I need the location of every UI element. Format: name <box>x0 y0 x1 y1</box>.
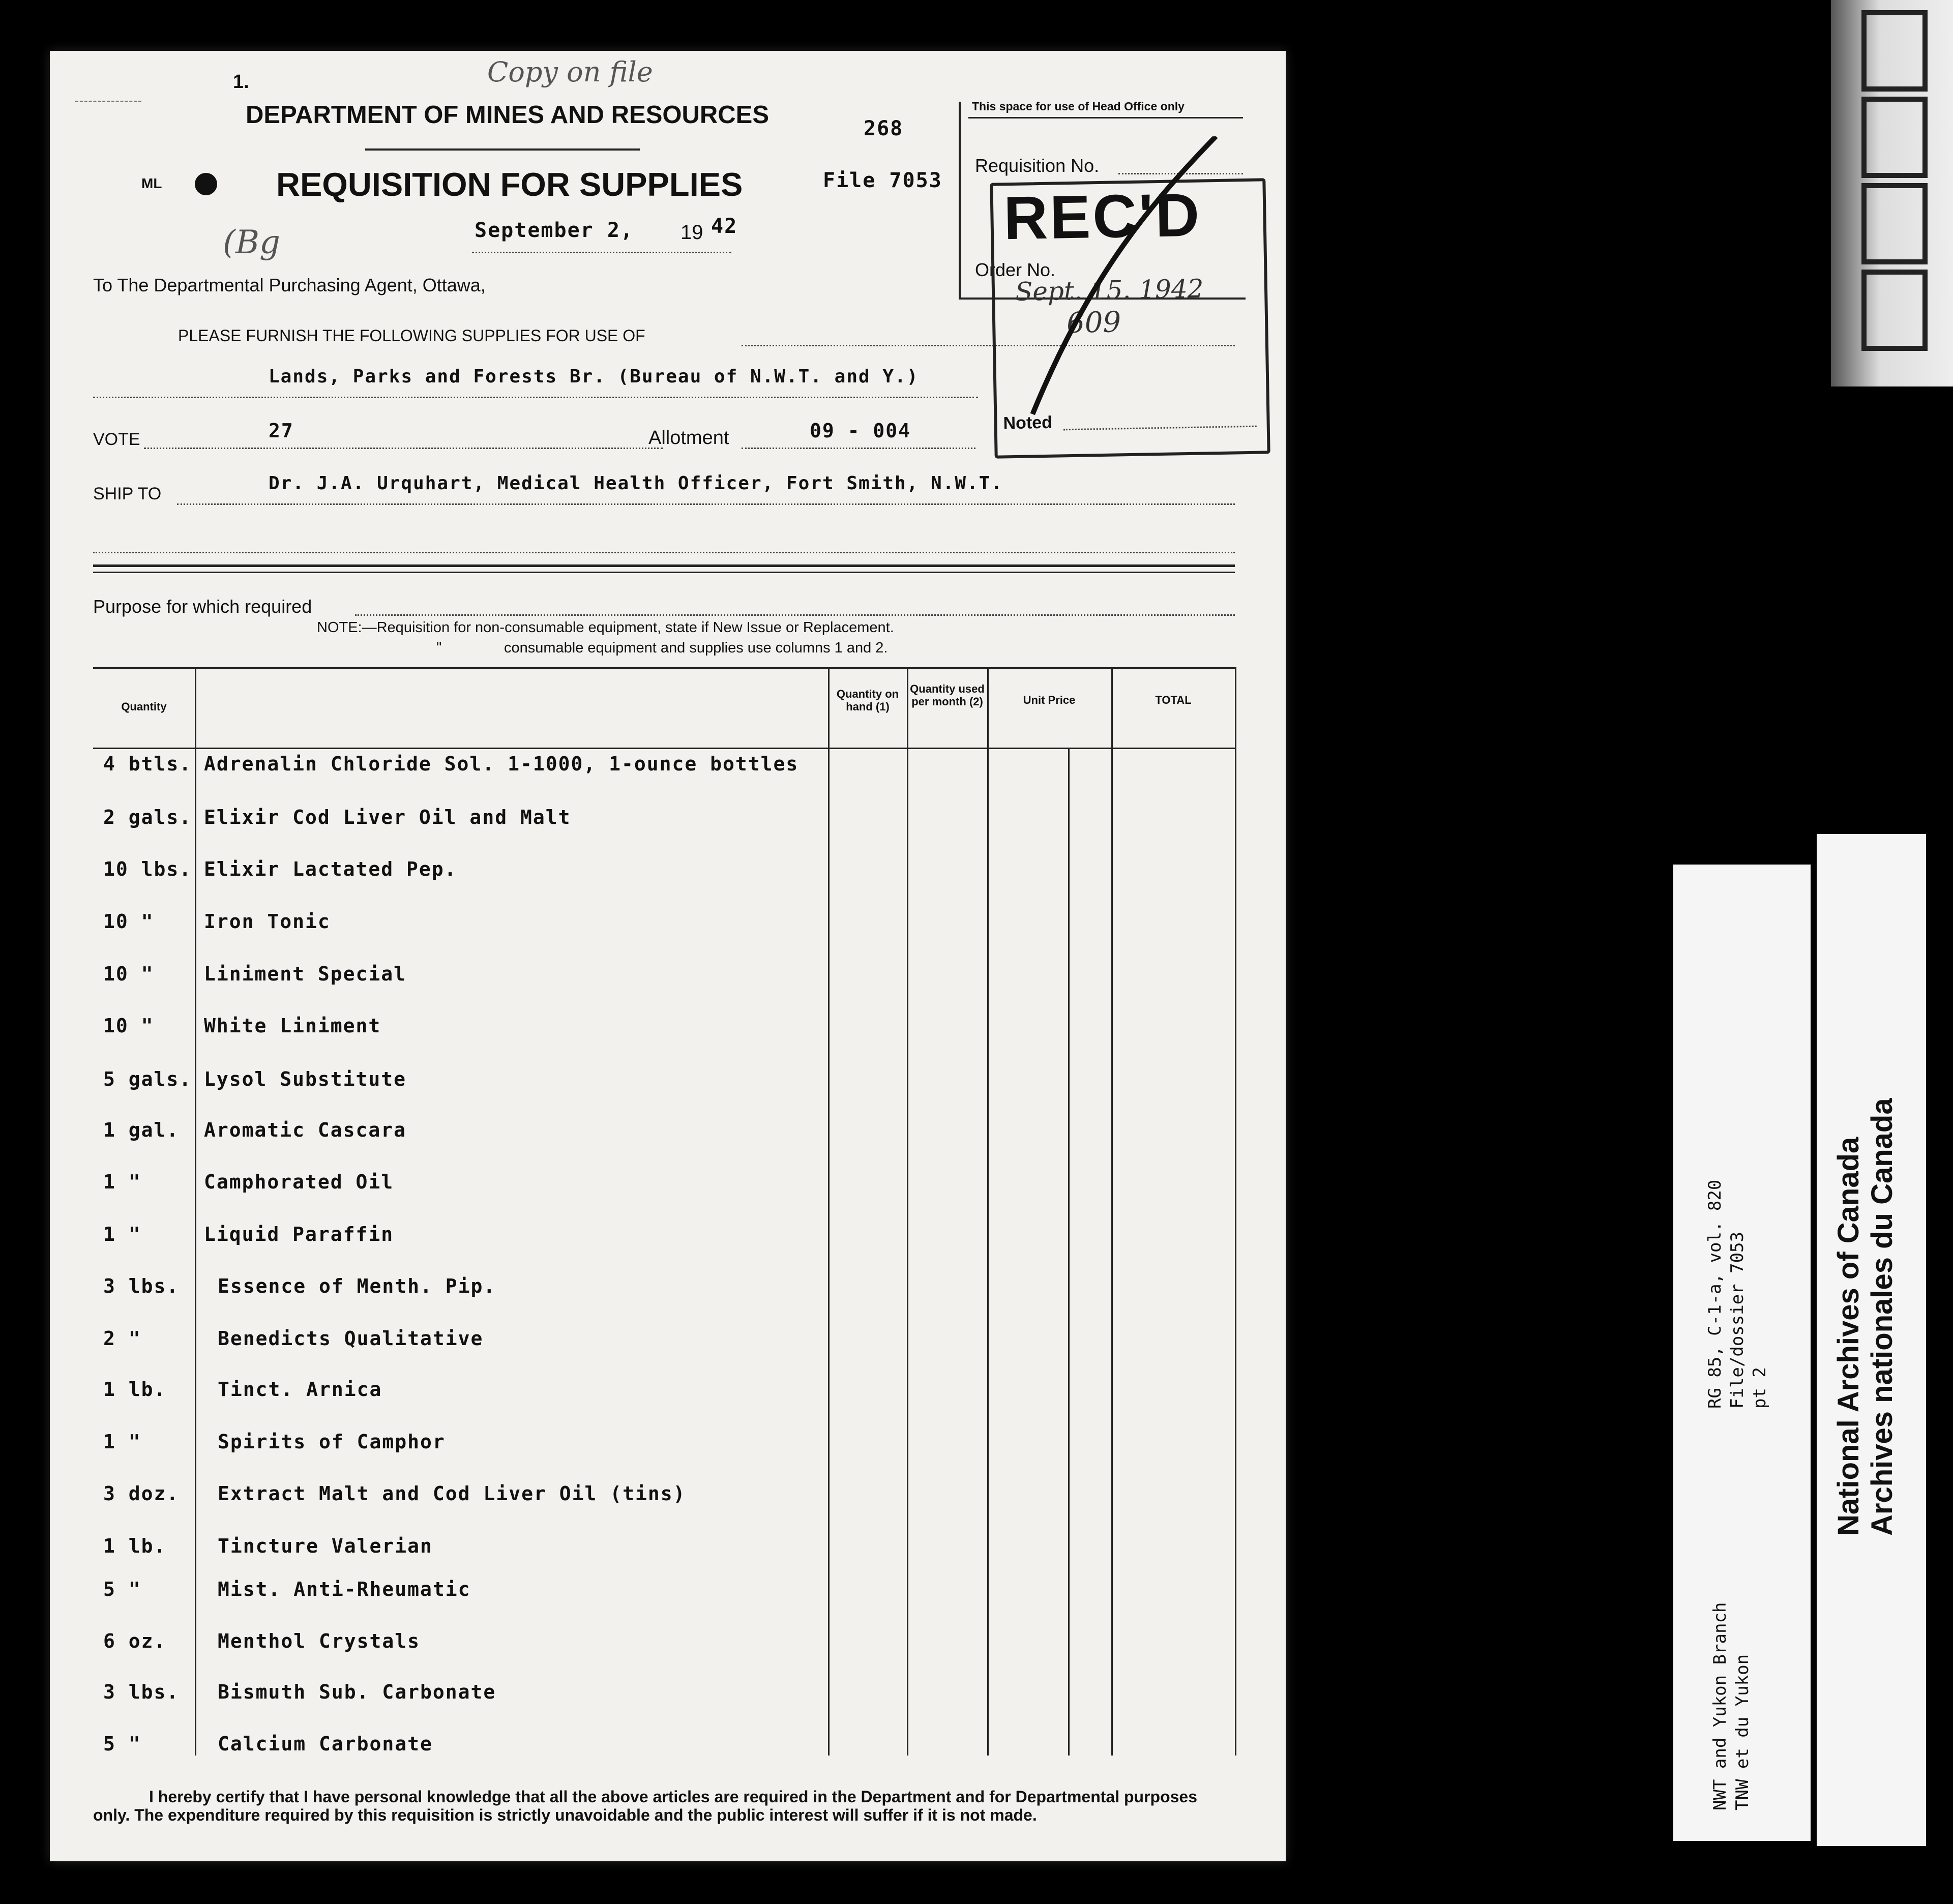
row-quantity: 1 lb. <box>103 1535 167 1557</box>
row-item: Benedicts Qualitative <box>218 1327 484 1350</box>
ship-to-line <box>177 503 1235 505</box>
margin-dash <box>75 101 141 102</box>
date-line <box>472 252 731 253</box>
archive-reference-line: pt 2 <box>1750 1367 1770 1409</box>
table-row <box>93 1223 856 1269</box>
table-column-rule <box>1068 749 1070 1756</box>
row-item: Spirits of Camphor <box>218 1431 446 1453</box>
note-line-2: consumable equipment and supplies use columns 1 and 2. <box>504 640 888 656</box>
row-item: Lysol Substitute <box>204 1068 407 1090</box>
stamp-code: 609 <box>1066 306 1121 340</box>
row-item: Aromatic Cascara <box>204 1119 407 1141</box>
page-number: 1. <box>233 71 249 93</box>
row-item: Tinct. Arnica <box>218 1378 382 1401</box>
row-quantity: 5 " <box>103 1578 141 1600</box>
received-stamp <box>990 178 1270 458</box>
row-quantity: 5 gals. <box>103 1068 192 1090</box>
order-no-label: Order No. <box>975 259 1056 280</box>
table-row <box>93 1068 856 1114</box>
row-item: Liquid Paraffin <box>204 1223 394 1245</box>
row-quantity: 3 lbs. <box>103 1681 180 1703</box>
row-quantity: 1 gal. <box>103 1119 180 1141</box>
table-row <box>93 910 856 956</box>
ship-to-line-2 <box>93 552 1235 553</box>
stamp-date: Sept. 15. 1942 <box>1015 274 1204 307</box>
vote-label: VOTE <box>93 430 140 449</box>
date-century: 19 <box>680 221 703 244</box>
table-row <box>93 1119 856 1165</box>
row-quantity: 2 " <box>103 1327 141 1350</box>
certification-text: I hereby certify that I have personal knowledge that all the above articles are required in the Department and for Departmental purposes only. The expenditure required by this requisition is strictly unavoidable and the public interest will suffer if it is not made. <box>93 1788 1197 1824</box>
stamp-received-text: REC'D <box>1003 181 1202 253</box>
purpose-line <box>355 614 1235 616</box>
serial-number: 268 <box>864 117 904 140</box>
film-perforation <box>1861 10 1928 92</box>
requisition-no-label: Requisition No. <box>975 155 1100 176</box>
table-row <box>93 1630 856 1676</box>
vote-line <box>144 448 663 449</box>
table-row <box>93 858 856 904</box>
table-row <box>93 1378 856 1424</box>
film-edge <box>1831 0 1953 386</box>
row-quantity: 10 " <box>103 910 154 933</box>
row-item: Elixir Cod Liver Oil and Malt <box>204 806 571 828</box>
title-rule <box>365 148 640 151</box>
row-quantity: 4 btls. <box>103 753 192 775</box>
stamp-noted-label: Noted <box>1003 412 1053 433</box>
row-quantity: 1 " <box>103 1171 141 1193</box>
handwritten-initials: (Bg <box>223 224 280 261</box>
table-row <box>93 1578 856 1624</box>
department-title: DEPARTMENT OF MINES AND RESOURCES <box>246 101 770 129</box>
row-quantity: 3 doz. <box>103 1482 180 1505</box>
ship-to-label: SHIP TO <box>93 484 162 503</box>
archive-name-en: National Archives of Canada <box>1832 1137 1865 1536</box>
header-used-per-month: Quantity used per month (2) <box>910 682 985 708</box>
addressee: To The Departmental Purchasing Agent, Ottawa, <box>93 275 486 295</box>
vote-value: 27 <box>269 420 294 442</box>
table-row <box>93 1733 856 1778</box>
row-item: Elixir Lactated Pep. <box>204 858 457 880</box>
branch-line <box>93 397 978 398</box>
table-column-rule <box>1235 667 1236 1756</box>
row-quantity: 10 lbs. <box>103 858 192 880</box>
archive-reference-line: RG 85, C-1-a, vol. 820 <box>1705 1179 1725 1409</box>
archive-reference-line: File/dossier 7053 <box>1727 1232 1748 1409</box>
date-month-day: September 2, <box>475 219 634 242</box>
row-item: Mist. Anti-Rheumatic <box>218 1578 471 1600</box>
row-quantity: 2 gals. <box>103 806 192 828</box>
row-item: Liniment Special <box>204 963 407 985</box>
stamp-noted-line <box>1063 426 1257 431</box>
table-row <box>93 1535 856 1581</box>
row-quantity: 3 lbs. <box>103 1275 180 1297</box>
ship-to-value: Dr. J.A. Urquhart, Medical Health Officer, Fort Smith, N.W.T. <box>269 473 1003 494</box>
row-quantity: 1 " <box>103 1223 141 1245</box>
row-quantity: 5 " <box>103 1733 141 1755</box>
section-rule <box>93 564 1235 567</box>
archive-branch-line: NWT and Yukon Branch <box>1710 1602 1730 1810</box>
row-quantity: 1 lb. <box>103 1378 167 1401</box>
requisition-form <box>50 51 1286 1861</box>
file-number: File 7053 <box>823 169 942 192</box>
supplies-table <box>93 667 1235 1756</box>
date-year: 42 <box>711 215 738 238</box>
margin-mark: ML <box>141 175 162 191</box>
row-item: Extract Malt and Cod Liver Oil (tins) <box>218 1482 686 1505</box>
row-item: Essence of Menth. Pip. <box>218 1275 496 1297</box>
row-item: White Liniment <box>204 1015 381 1037</box>
header-on-hand: Quantity on hand (1) <box>836 688 899 713</box>
row-quantity: 10 " <box>103 963 154 985</box>
head-office-caption: This space for use of Head Office only <box>972 100 1185 113</box>
table-column-rule <box>987 667 989 1756</box>
punch-mark <box>195 173 217 195</box>
section-rule <box>93 572 1235 573</box>
purpose-label: Purpose for which required <box>93 596 312 617</box>
film-perforation <box>1861 97 1928 178</box>
form-title: REQUISITION FOR SUPPLIES <box>276 166 743 203</box>
row-item: Menthol Crystals <box>218 1630 421 1652</box>
table-row <box>93 963 856 1008</box>
table-row <box>93 1275 856 1321</box>
row-item: Tincture Valerian <box>218 1535 433 1557</box>
table-column-rule <box>1111 667 1113 1756</box>
branch-name: Lands, Parks and Forests Br. (Bureau of N.W.T. and Y.) <box>269 366 919 387</box>
allotment-label: Allotment <box>648 427 729 449</box>
allotment-line <box>742 448 975 449</box>
note-mark: " <box>436 640 442 656</box>
handwritten-note: Copy on file <box>487 56 653 88</box>
row-item: Calcium Carbonate <box>218 1733 433 1755</box>
row-quantity: 10 " <box>103 1015 154 1037</box>
film-perforation <box>1861 270 1928 351</box>
header-total: TOTAL <box>1155 694 1192 706</box>
table-header-rule <box>93 748 1235 749</box>
row-item: Camphorated Oil <box>204 1171 394 1193</box>
archive-name-fr: Archives nationales du Canada <box>1866 1098 1899 1536</box>
table-row <box>93 1171 856 1216</box>
table-row <box>93 1015 856 1060</box>
header-quantity: Quantity <box>121 700 167 713</box>
header-unit-price: Unit Price <box>1023 694 1076 706</box>
table-row <box>93 753 856 798</box>
furnish-label: PLEASE FURNISH THE FOLLOWING SUPPLIES FOR USE OF <box>178 326 645 345</box>
row-quantity: 1 " <box>103 1431 141 1453</box>
table-column-rule <box>907 667 908 1756</box>
pen-stroke-mark <box>1002 136 1226 425</box>
table-row <box>93 1431 856 1476</box>
table-row <box>93 806 856 852</box>
archive-branch-line: TNW et du Yukon <box>1732 1654 1753 1810</box>
table-row <box>93 1327 856 1373</box>
row-item: Iron Tonic <box>204 910 331 933</box>
table-top-rule <box>93 667 1235 669</box>
archive-reference-label <box>1673 865 1811 1841</box>
caption-rule <box>968 117 1243 118</box>
row-item: Adrenalin Chloride Sol. 1-1000, 1-ounce bottles <box>204 753 799 775</box>
row-item: Bismuth Sub. Carbonate <box>218 1681 496 1703</box>
table-row <box>93 1482 856 1528</box>
note-line-1: NOTE:—Requisition for non-consumable equipment, state if New Issue or Replacement. <box>317 619 894 636</box>
table-row <box>93 1681 856 1727</box>
row-quantity: 6 oz. <box>103 1630 167 1652</box>
archive-name-label <box>1817 834 1926 1846</box>
film-perforation <box>1861 183 1928 264</box>
allotment-value: 09 - 004 <box>810 420 911 442</box>
